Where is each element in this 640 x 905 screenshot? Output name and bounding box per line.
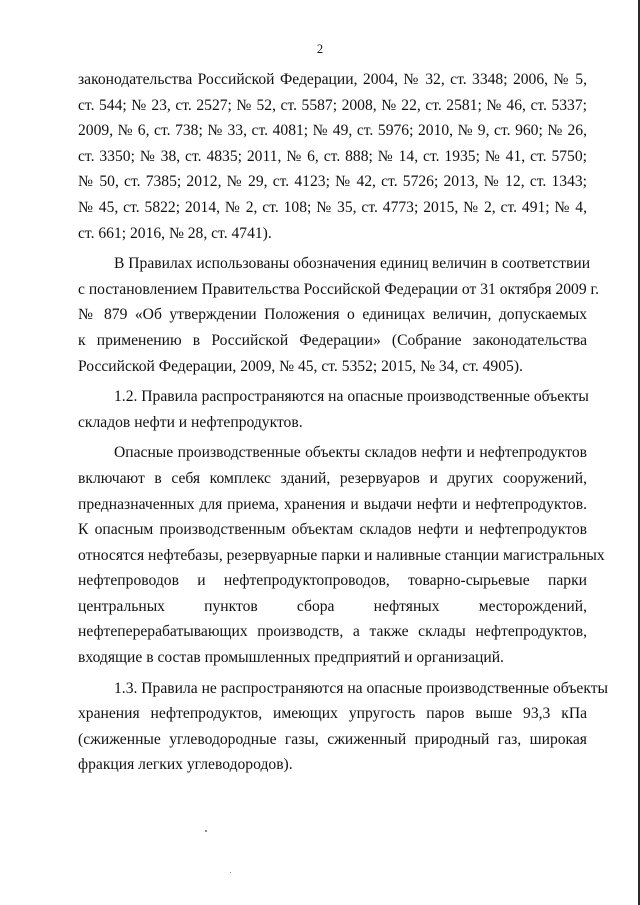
text-line: хранения нефтепродуктов, имеющих упругость паров выше 93,3 кПа xyxy=(78,705,587,723)
text-line: складов нефти и нефтепродуктов. xyxy=(78,413,303,431)
paragraph xyxy=(78,384,587,435)
text-line: к применению в Российской Федерации» (Собрание законодательства xyxy=(78,331,587,349)
paragraph xyxy=(78,676,608,778)
text-line: ст. 3350; № 38, ст. 4835; 2011, № 6, ст. 888; № 14, ст. 1935; № 41, ст. 5750; xyxy=(78,147,587,165)
text-line: № 50, ст. 7385; 2012, № 29, ст. 4123; № 42, ст. 5726; 2013, № 12, ст. 1343; xyxy=(78,173,587,191)
scan-speck xyxy=(205,830,207,832)
scan-speck xyxy=(230,872,231,873)
paragraph xyxy=(78,251,600,379)
text-line: фракция легких углеводородов). xyxy=(78,756,293,774)
page-number: 2 xyxy=(316,42,324,56)
text-line: 1.3. Правила не распространяются на опасные производственные объекты xyxy=(114,679,608,697)
text-line: 2009, № 6, ст. 738; № 33, ст. 4081; № 49, ст. 5976; 2010, № 9, ст. 960; № 26, xyxy=(78,122,587,140)
text-line: Опасные производственные объекты складов нефти и нефтепродуктов xyxy=(114,444,587,462)
text-line: № 45, ст. 5822; 2014, № 2, ст. 108; № 35, ст. 4773; 2015, № 2, ст. 491; № 4, xyxy=(78,198,587,216)
text-line: законодательства Российской Федерации, 2004, № 32, ст. 3348; 2006, № 5, xyxy=(78,71,587,88)
text-line: центральных пунктов сбора нефтяных месторождений, xyxy=(78,597,587,615)
paragraph xyxy=(78,67,587,246)
text-line: № 879 «Об утверждении Положения о единицах величин, допускаемых xyxy=(78,306,587,324)
text-line: входящие в состав промышленных предприятий и организаций. xyxy=(78,649,504,667)
text-line: К опасным производственным объектам складов нефти и нефтепродуктов xyxy=(78,521,587,539)
text-line: предназначенных для приема, хранения и выдачи нефти и нефтепродуктов. xyxy=(78,495,587,513)
text-line: Российской Федерации, 2009, № 45, ст. 5352; 2015, № 34, ст. 4905). xyxy=(78,357,523,375)
text-line: нефтеперерабатывающих производств, а также склады нефтепродуктов, xyxy=(78,623,587,641)
text-line: 1.2. Правила распространяются на опасные производственные объекты xyxy=(114,388,589,406)
text-line: относятся нефтебазы, резервуарные парки и наливные станции магистральных xyxy=(78,546,605,564)
text-line: включают в себя комплекс зданий, резервуаров и других сооружений, xyxy=(78,469,587,487)
text-line: В Правилах использованы обозначения единиц величин в соответствии xyxy=(114,255,591,273)
text-line: нефтепроводов и нефтепродуктопроводов, товарно-сырьевые парки xyxy=(78,572,587,590)
text-line: ст. 661; 2016, № 28, ст. 4741). xyxy=(78,224,272,242)
paragraph xyxy=(78,440,605,670)
text-line: (сжиженные углеводородные газы, сжиженный природный газ, широкая xyxy=(78,730,587,748)
text-line: ст. 544; № 23, ст. 2527; № 52, ст. 5587; 2008, № 22, ст. 2581; № 46, ст. 5337; xyxy=(78,96,587,114)
text-line: с постановлением Правительства Российской Федерации от 31 октября 2009 г. xyxy=(78,280,600,298)
document-body xyxy=(78,67,608,778)
